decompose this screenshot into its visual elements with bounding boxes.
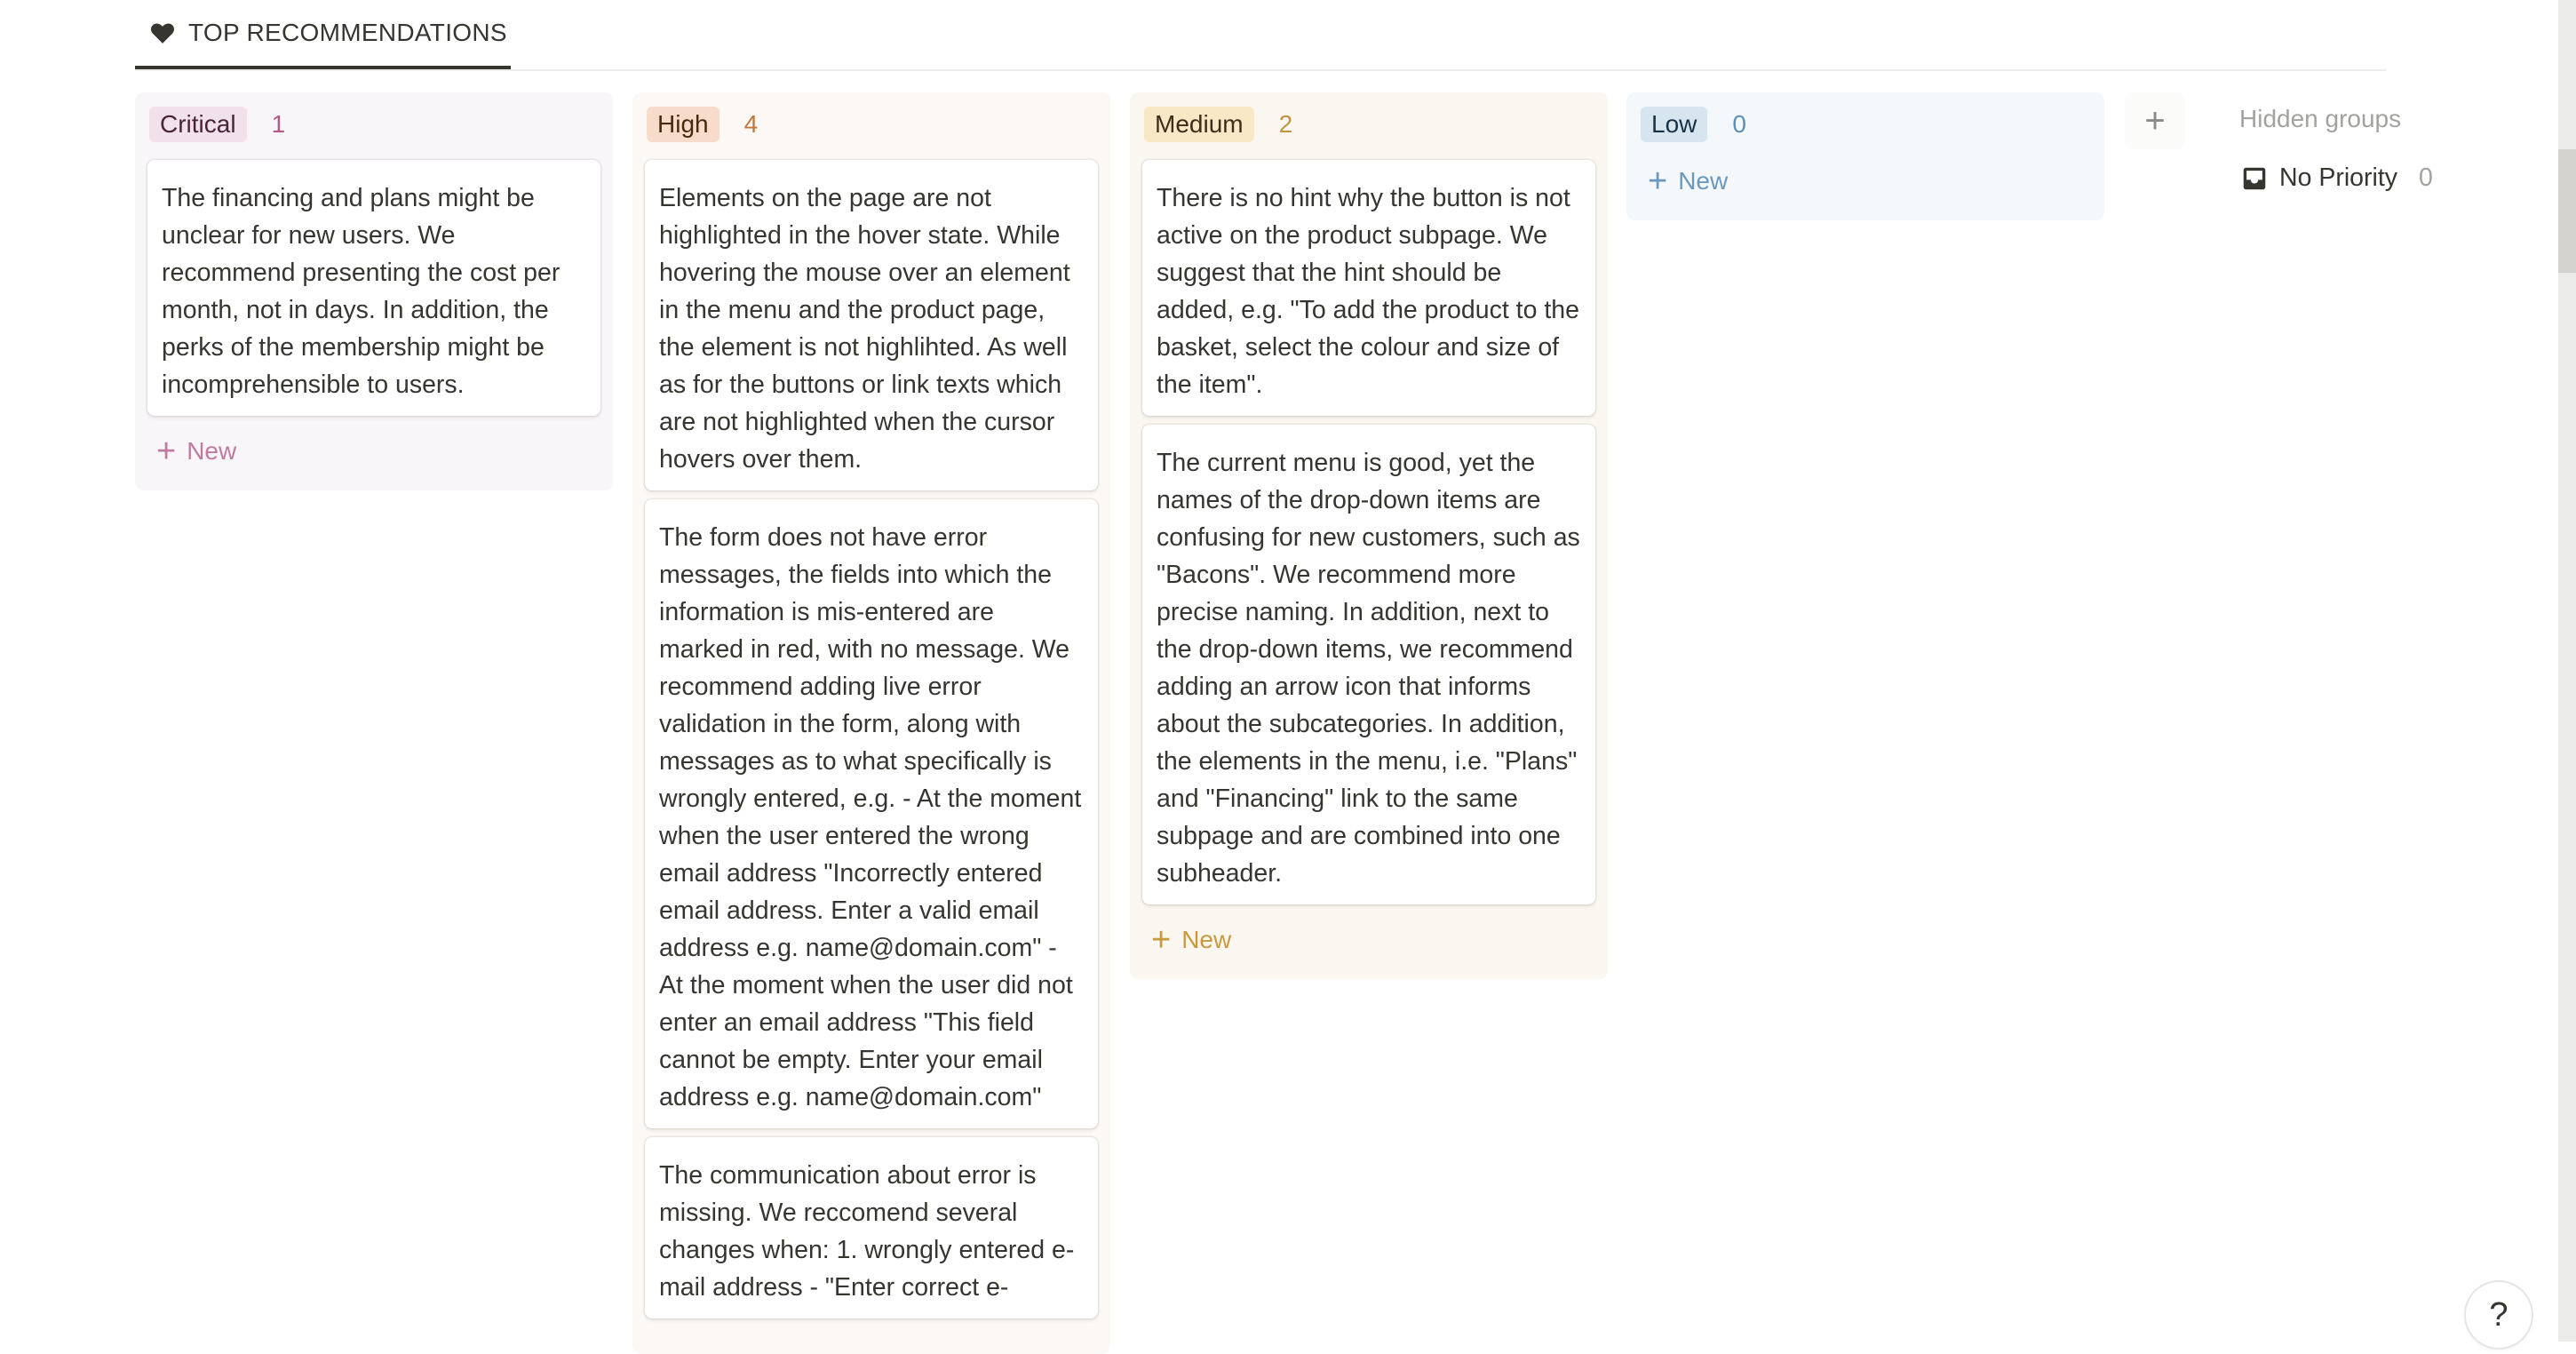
board-card[interactable] bbox=[645, 1137, 1098, 1318]
add-group-button[interactable] bbox=[2125, 92, 2185, 149]
new-card-button[interactable] bbox=[1639, 155, 2092, 208]
card-text: There is no hint why the button is not active on the product subpage. We suggest that the hint should be added, e.g. "To add the product to the basket, select the colour and size of the item". bbox=[1157, 184, 1579, 399]
board-column-medium bbox=[1130, 92, 1608, 979]
column-header[interactable] bbox=[1639, 105, 2092, 144]
new-label: New bbox=[1181, 926, 1232, 953]
board-card[interactable] bbox=[147, 160, 600, 416]
card-text: Elements on the page are not highlighted in the hover state. While hovering the mouse over an element in the menu and the product page, the element is not highlihted. As well as for the buttons or link texts which are not highlighted when the cursor hovers over them. bbox=[659, 184, 1070, 474]
plus-icon: + bbox=[1151, 921, 1172, 959]
new-card-button[interactable] bbox=[147, 425, 600, 478]
plus-icon: + bbox=[1648, 163, 1668, 200]
inbox-tray-icon bbox=[2242, 165, 2267, 192]
card-text: The financing and plans might be unclear for new users. We recommend presenting the cost per month, not in days. In addition, the perks of the membership might be incomprehensible to users. bbox=[162, 184, 561, 399]
new-label: New bbox=[1678, 167, 1729, 195]
board-column-low bbox=[1626, 92, 2104, 220]
board-card[interactable] bbox=[1142, 160, 1595, 416]
vertical-scrollbar[interactable] bbox=[2558, 0, 2576, 1342]
board-column-critical bbox=[135, 92, 613, 490]
board-column-high bbox=[632, 92, 1110, 1354]
plus-icon: + bbox=[2144, 100, 2166, 140]
card-text: The current menu is good, yet the names of the drop-down items are confusing for new customers, such as "Bacons". We recommend more precise naming. In addition, next to the drop-down items, we recommend adding an arrow icon that informs about the subcategories. In addition, the elements in the menu, i.e. "Plans" and "Financing" link to the same subpage and are combined into one subheader. bbox=[1157, 449, 1580, 888]
scrollbar-thumb[interactable] bbox=[2558, 149, 2576, 273]
group-label-critical: Critical bbox=[149, 107, 247, 142]
board-card[interactable] bbox=[645, 160, 1098, 490]
new-label: New bbox=[187, 437, 237, 465]
tab-top-recommendations[interactable] bbox=[135, 0, 511, 69]
group-count: 1 bbox=[271, 110, 286, 138]
board-card[interactable] bbox=[645, 499, 1098, 1128]
plus-icon: + bbox=[156, 433, 177, 470]
group-count: 0 bbox=[1732, 110, 1746, 138]
group-count: 2 bbox=[1278, 110, 1293, 138]
card-text: The communication about error is missing. We reccomend several changes when: 1. wrongly entered e-mail address - "Enter correct e- bbox=[659, 1161, 1075, 1302]
question-mark-icon: ? bbox=[2489, 1295, 2508, 1334]
group-label-low: Low bbox=[1641, 107, 1707, 142]
new-card-button[interactable] bbox=[1142, 913, 1595, 967]
heart-icon bbox=[149, 20, 176, 46]
group-label-high: High bbox=[647, 107, 720, 142]
hidden-group-count: 0 bbox=[2419, 163, 2433, 192]
column-header[interactable] bbox=[1142, 105, 1595, 144]
hidden-group-name: No Priority bbox=[2279, 163, 2398, 192]
hidden-groups-label: Hidden groups bbox=[2239, 105, 2402, 132]
help-button[interactable] bbox=[2466, 1282, 2532, 1348]
card-text: The form does not have error messages, the fields into which the information is mis-entered are marked in red, with no message. We recommend adding live error validation in the form, along with messages as to what specifically is wrongly entered, e.g. - At the moment when the user entered the wrong email address "Incorrectly entered email address. Enter a valid email address e.g. name@domain.com" - At the moment when the user did not enter an email address "This field cannot be empty. Enter your email address e.g. name@domain.com" bbox=[659, 523, 1082, 1111]
group-label-medium: Medium bbox=[1144, 107, 1254, 142]
view-tab-bar bbox=[135, 0, 2386, 71]
column-header[interactable] bbox=[645, 105, 1098, 144]
group-count: 4 bbox=[743, 110, 759, 138]
hidden-group-no-priority[interactable] bbox=[2242, 163, 2433, 193]
tab-label: TOP RECOMMENDATIONS bbox=[188, 19, 507, 46]
board-card[interactable] bbox=[1142, 425, 1595, 904]
column-header[interactable] bbox=[147, 105, 600, 144]
